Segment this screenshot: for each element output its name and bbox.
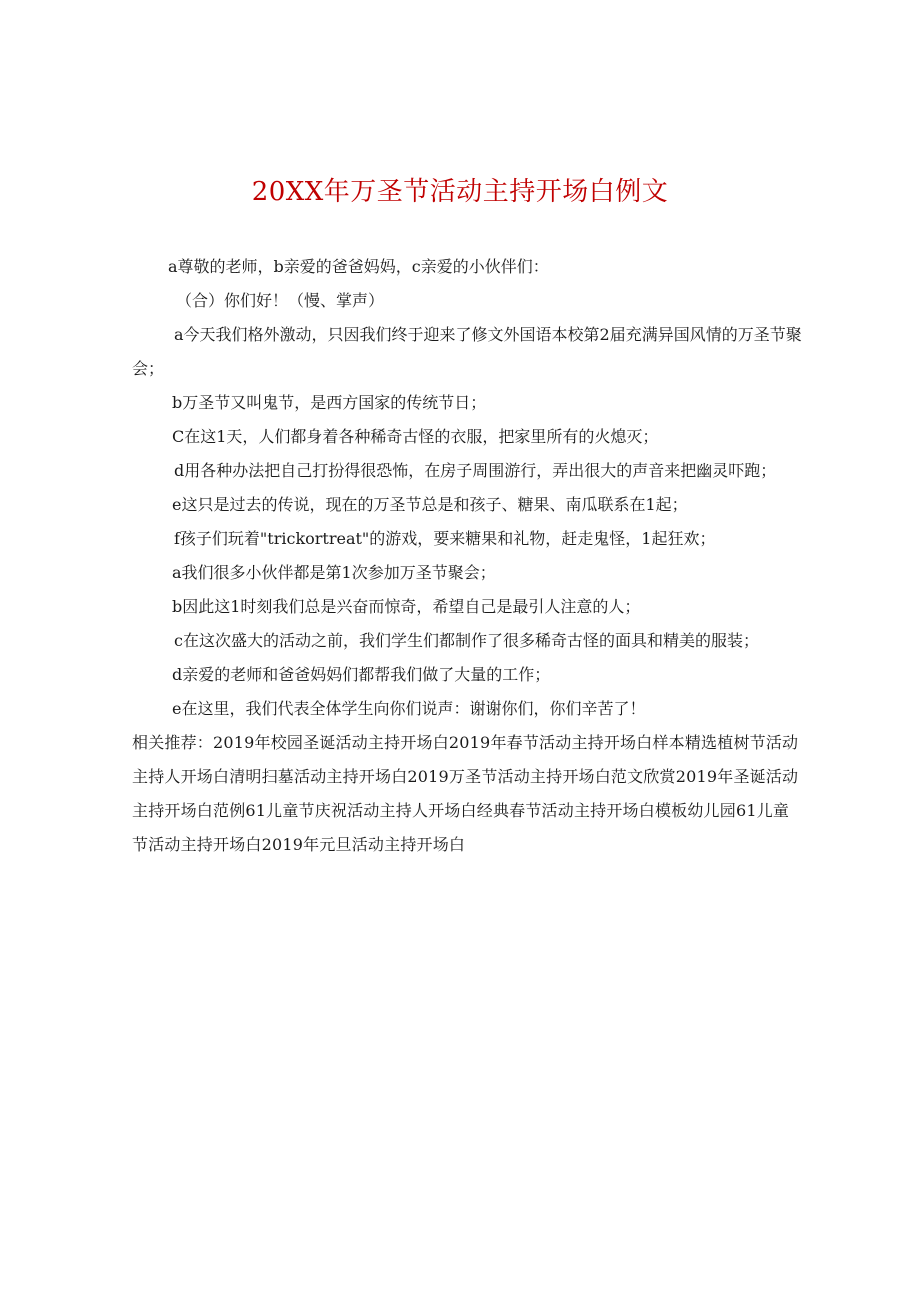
paragraph: b因此这1时刻我们总是兴奋而惊奇，希望自己是最引人注意的人；: [172, 597, 641, 616]
paragraph: d亲爱的老师和爸爸妈妈们都帮我们做了大量的工作；: [172, 665, 551, 684]
paragraph: b万圣节又叫鬼节，是西方国家的传统节日；: [172, 393, 487, 412]
document-title: 20XX年万圣节活动主持开场白例文: [251, 177, 669, 207]
paragraph-response: （合）你们好！（慢、掌声）: [176, 291, 385, 310]
paragraph: a我们很多小伙伴都是第1次参加万圣节聚会；: [172, 563, 496, 582]
paragraph: e在这里，我们代表全体学生向你们说声：谢谢你们，你们辛苦了！: [172, 699, 646, 718]
paragraph: e这只是过去的传说，现在的万圣节总是和孩子、糖果、南瓜联系在1起；: [172, 495, 688, 514]
document-body: [132, 250, 802, 862]
paragraph: d用各种办法把自己打扮得很恐怖，在房子周围游行，弄出很大的声音来把幽灵吓跑；: [174, 461, 777, 480]
paragraph: c在这次盛大的活动之前，我们学生们都制作了很多稀奇古怪的面具和精美的服装；: [174, 631, 759, 650]
paragraph: f孩子们玩着"trickortreat"的游戏，要来糖果和礼物，赶走鬼怪，1起狂欢；: [174, 529, 716, 548]
paragraph: C在这1天，人们都身着各种稀奇古怪的衣服，把家里所有的火熄灭；: [172, 427, 659, 446]
paragraph-greeting: a尊敬的老师，b亲爱的爸爸妈妈，c亲爱的小伙伴们：: [168, 257, 549, 276]
related-recommendations: 相关推荐：2019年校园圣诞活动主持开场白2019年春节活动主持开场白样本精选植树节活动主持人开场白清明扫墓活动主持开场白2019万圣节活动主持开场白范文欣赏2019年圣诞活动主持开场白范例61儿童节庆祝活动主持人开场白经典春节活动主持开场白模板幼儿园61儿童节活动主持开场白2019年元旦活动主持开场白: [132, 733, 799, 854]
paragraph: a今天我们格外激动，只因我们终于迎来了修文外国语本校第2届充满异国风情的万圣节聚会；: [132, 325, 802, 378]
